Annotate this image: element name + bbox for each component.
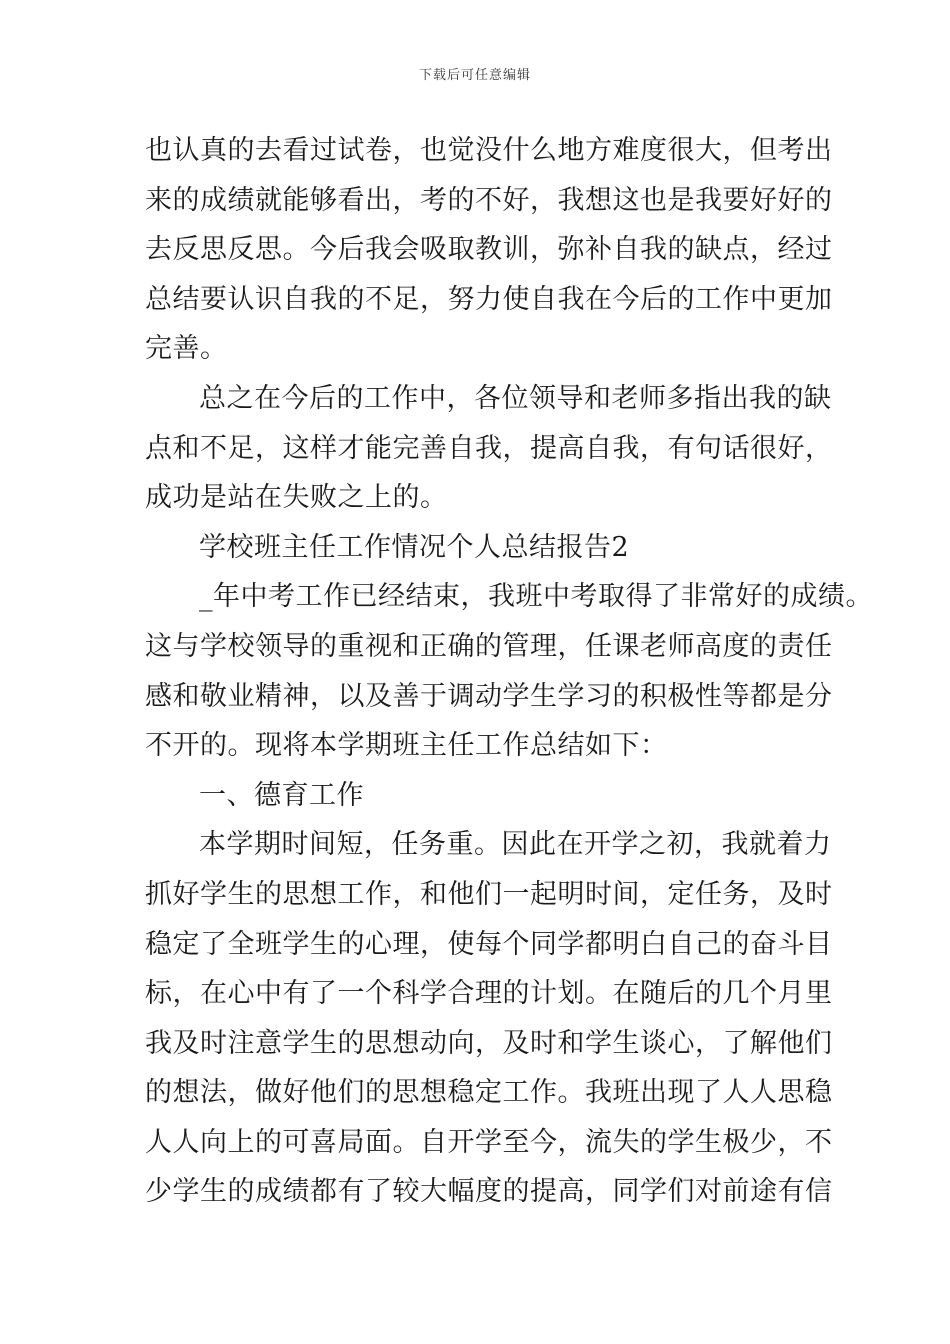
- text-line: 人人向上的可喜局面。自开学至今，流失的学生极少，不: [145, 1126, 833, 1158]
- section-title: 学校班主任工作情况个人总结报告2: [199, 531, 630, 563]
- text-line: 本学期时间短，任务重。因此在开学之初，我就着力: [199, 829, 832, 861]
- text-line: 也认真的去看过试卷，也觉没什么地方难度很大，但考出: [145, 135, 833, 166]
- text-line: 成功是站在失败之上的。: [145, 482, 448, 514]
- text-line: 标，在心中有了一个科学合理的计划。在随后的几个月里: [145, 978, 833, 1010]
- text-line: 来的成绩就能够看出，考的不好，我想这也是我要好好的: [145, 184, 833, 216]
- text-line: 稳定了全班学生的心理，使每个同学都明白自己的奋斗目: [145, 928, 833, 960]
- text-line: 完善。: [145, 333, 228, 365]
- text-line: 去反思反思。今后我会吸取教训，弥补自我的缺点，经过: [145, 234, 833, 266]
- text-line: 点和不足，这样才能完善自我，提高自我，有句话很好，: [145, 432, 833, 464]
- document-body: [145, 126, 873, 1217]
- text-line: 我及时注意学生的思想动向，及时和学生谈心，了解他们: [145, 1027, 833, 1059]
- text-line: 感和敬业精神，以及善于调动学生学习的积极性等都是分: [145, 680, 833, 712]
- section-heading: 一、德育工作: [199, 779, 364, 811]
- text-line: 少学生的成绩都有了较大幅度的提高，同学们对前途有信: [145, 1176, 833, 1208]
- text-line: 总结要认识自我的不足，努力使自我在今后的工作中更加: [145, 283, 833, 315]
- text-line: 总之在今后的工作中，各位领导和老师多指出我的缺: [199, 382, 832, 414]
- text-line: 的想法，做好他们的思想稳定工作。我班出现了人人思稳: [145, 1077, 833, 1109]
- text-line: 这与学校领导的重视和正确的管理，任课老师高度的责任: [145, 630, 833, 662]
- text-line: 抓好学生的思想工作，和他们一起明时间，定任务，及时: [145, 878, 833, 910]
- text-line: _年中考工作已经结束，我班中考取得了非常好的成绩。: [199, 581, 873, 613]
- header-note: 下载后可任意编辑: [418, 68, 531, 83]
- text-line: 不开的。现将本学期班主任工作总结如下：: [145, 730, 668, 762]
